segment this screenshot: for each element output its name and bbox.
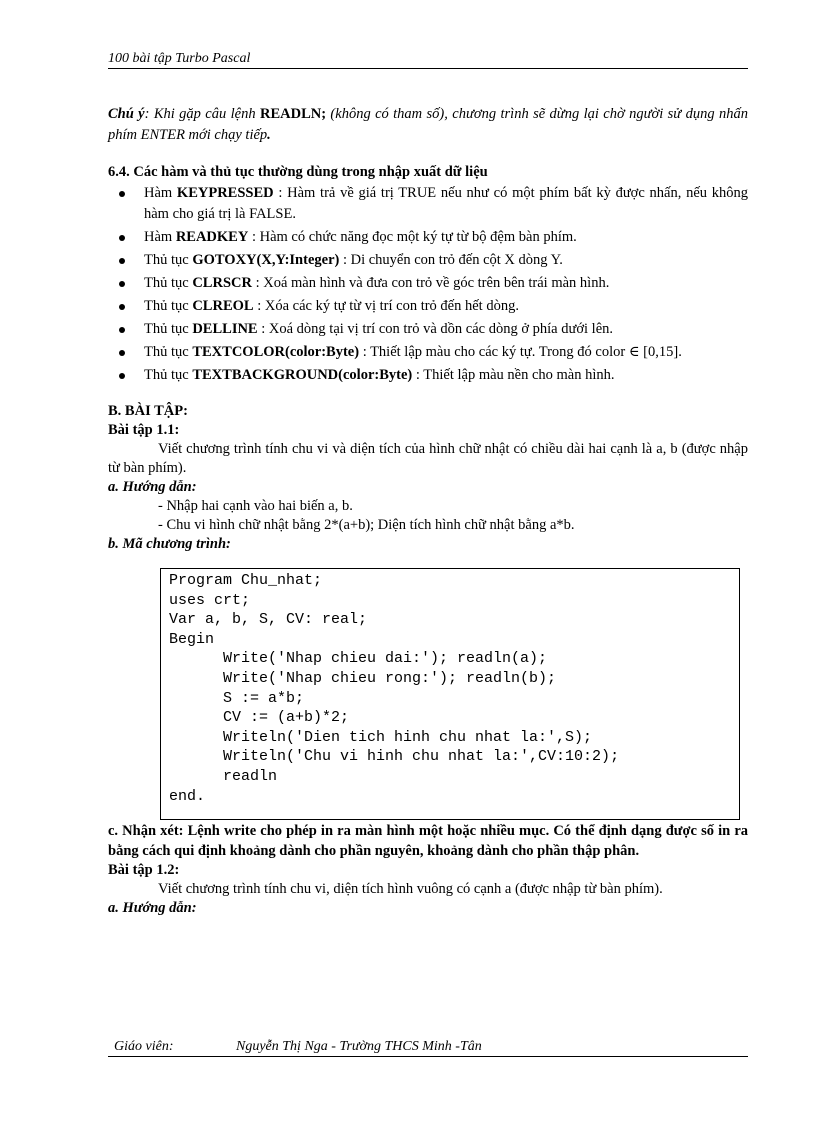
bullet-icon (119, 350, 125, 356)
exercise-1-code-label: b. Mã chương trình: (108, 536, 231, 552)
exercise-2-guide-label: a. Hướng dẫn: (108, 900, 197, 916)
note-end: . (267, 127, 271, 143)
guide-line: - Chu vi hình chữ nhật bằng 2*(a+b); Diện tích hình chữ nhật bằng a*b. (158, 517, 575, 533)
exercise-2-title: Bài tập 1.2: (108, 862, 180, 878)
bullet-icon (119, 327, 125, 333)
section-title: 6.4. Các hàm và thủ tục thường dùng trong nhập xuất dữ liệu (108, 164, 488, 180)
note-paragraph (108, 104, 748, 146)
function-list (108, 183, 748, 386)
code-line: readln (223, 767, 278, 785)
bullet-icon (119, 191, 125, 197)
page-footer (108, 1038, 748, 1057)
list-item: Hàm READKEY : Hàm có chức năng đọc một ký tự từ bộ đệm bàn phím. (108, 227, 748, 248)
exercise-1-remark: c. Nhận xét: Lệnh write cho phép in ra màn hình một hoặc nhiều mục. Có thể định dạng được số in ra bằng cách qui định khoảng dành cho phần nguyên, khoảng dành cho phần thập phân. (108, 823, 748, 859)
list-item: Thủ tục DELLINE : Xoá dòng tại vị trí con trỏ và dồn các dòng ở phía dưới lên. (108, 319, 748, 340)
footer-label: Giáo viên: (114, 1039, 174, 1054)
list-item: Thủ tục GOTOXY(X,Y:Integer) : Di chuyển con trỏ đến cột X dòng Y. (108, 250, 748, 271)
footer-author: Nguyễn Thị Nga - Trường THCS Minh -Tân (236, 1039, 482, 1054)
guide-line: - Nhập hai cạnh vào hai biến a, b. (158, 498, 353, 514)
code-line: Program Chu_nhat; (169, 572, 323, 589)
code-block (160, 568, 740, 820)
note-keyword: READLN; (259, 106, 327, 122)
exercise-1-title: Bài tập 1.1: (108, 422, 180, 438)
exercise-1-guide-label: a. Hướng dẫn: (108, 479, 197, 495)
code-line: Write('Nhap chieu rong:'); readln(b); (223, 669, 557, 687)
bullet-icon (119, 373, 125, 379)
list-item: Thủ tục CLREOL : Xóa các ký tự từ vị trí con trỏ đến hết dòng. (108, 296, 748, 317)
bullet-icon (119, 235, 125, 241)
code-line: end. (169, 787, 206, 805)
note-label: Chú ý (108, 106, 145, 122)
list-item: Thủ tục CLRSCR : Xoá màn hình và đưa con trỏ về góc trên bên trái màn hình. (108, 273, 748, 294)
code-line: Begin (169, 630, 215, 648)
code-line: S := a*b; (223, 689, 305, 707)
list-item: Thủ tục TEXTCOLOR(color:Byte) : Thiết lập màu cho các ký tự. Trong đó color ∈ [0,15]. (108, 342, 748, 363)
code-line: uses crt; (169, 591, 251, 609)
document-title: 100 bài tập Turbo Pascal (108, 51, 251, 66)
bullet-icon (119, 281, 125, 287)
note-text-2: (không có tham số), chương trình sẽ dừng lại chờ người sử dụng nhấn phím ENTER mới chạy tiếp (108, 106, 748, 143)
bullet-icon (119, 258, 125, 264)
exercise-2-statement: Viết chương trình tính chu vi, diện tích hình vuông có cạnh a (được nhập từ bàn phím). (158, 881, 663, 897)
page-content (108, 104, 748, 918)
page-header (108, 50, 748, 69)
list-item: Thủ tục TEXTBACKGROUND(color:Byte) : Thiết lập màu nền cho màn hình. (108, 365, 748, 386)
exercises-heading: B. BÀI TẬP: (108, 403, 188, 419)
code-line: Var a, b, S, CV: real; (169, 611, 368, 629)
bullet-icon (119, 304, 125, 310)
code-line: Writeln('Dien tich hinh chu nhat la:',S); (223, 728, 593, 746)
list-item: Hàm KEYPRESSED : Hàm trả về giá trị TRUE nếu như có một phím bất kỳ được nhấn, nếu không hàm cho giá trị là FALSE. (108, 183, 748, 225)
code-line: Write('Nhap chieu dai:'); readln(a); (223, 650, 548, 668)
code-line: Writeln('Chu vi hinh chu nhat la:',CV:10:2); (223, 748, 620, 766)
note-text-1: : Khi gặp câu lệnh (144, 106, 260, 122)
code-line: CV := (a+b)*2; (223, 709, 350, 727)
exercise-1-statement: Viết chương trình tính chu vi và diện tích của hình chữ nhật có chiều dài hai cạnh là a, b (được nhập từ bàn phím). (108, 441, 748, 476)
